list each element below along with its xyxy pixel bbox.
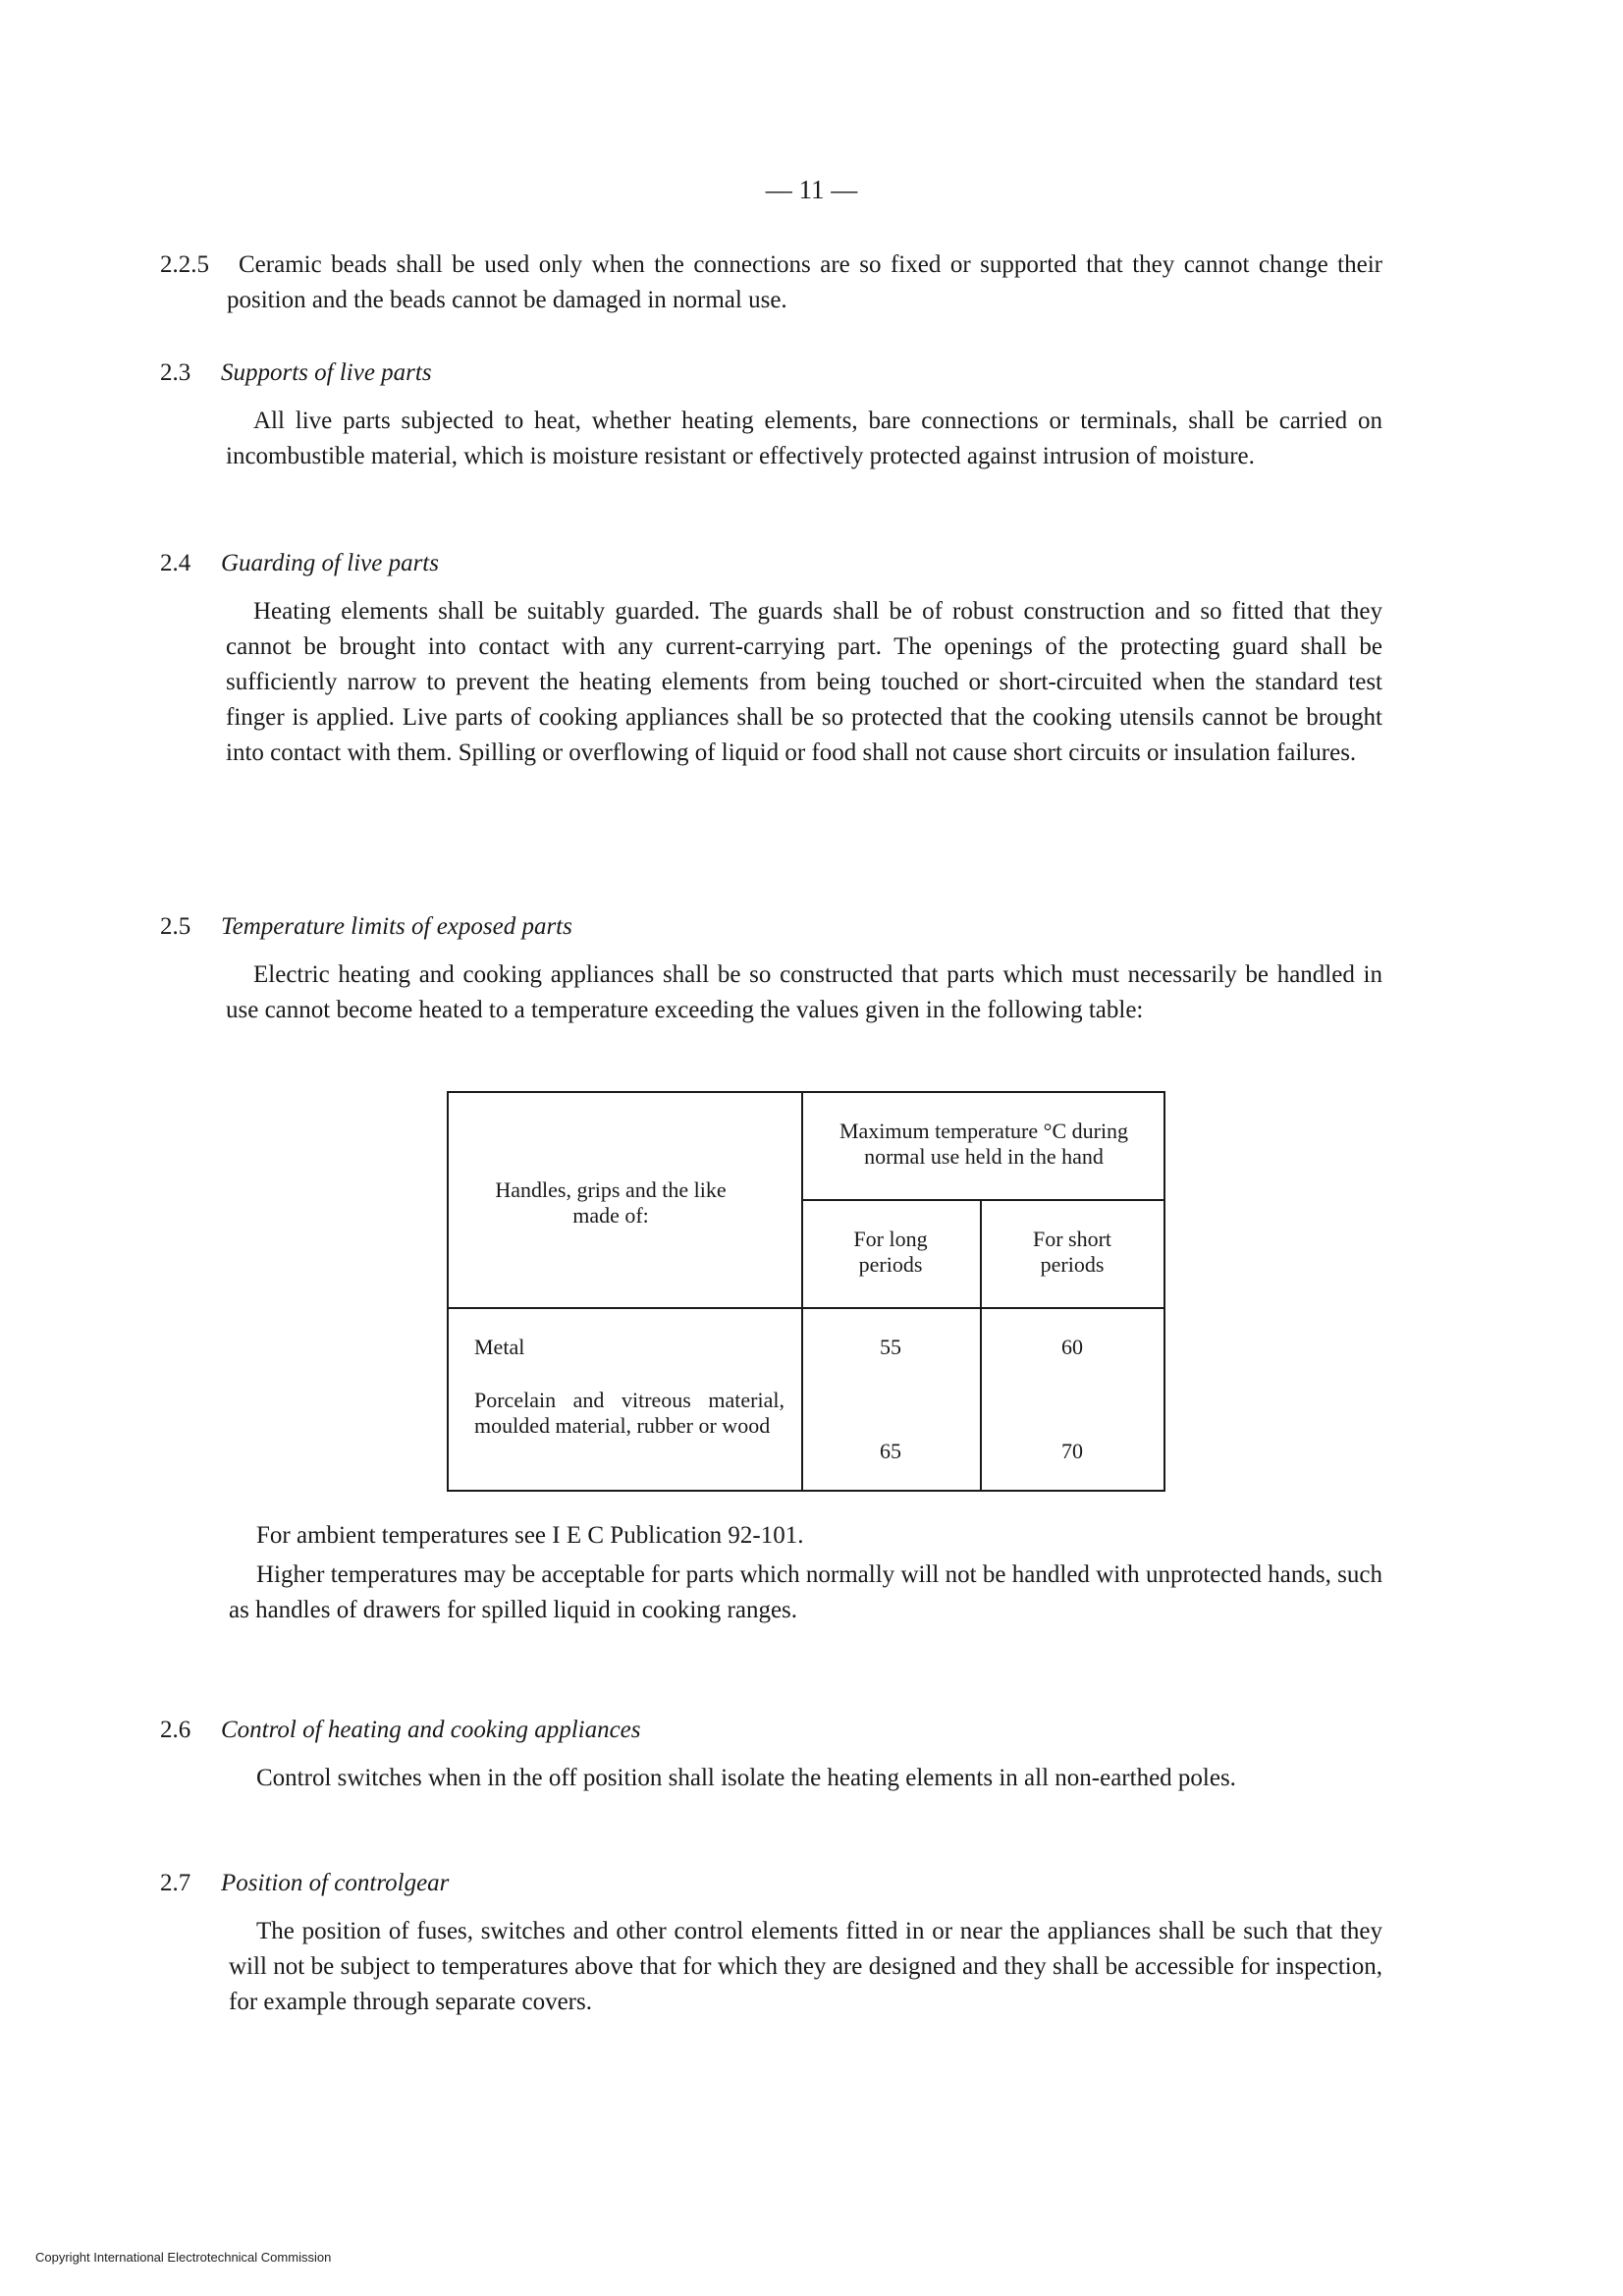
section-text: Heating elements shall be suitably guarded. The guards shall be of robust construction and so fitted that they cannot be brought into contact with any current-carrying part. The openings of the protecting guard shall be sufficiently narrow to prevent the heating elements from being touched or short-circuited when the standard test finger is applied. Live parts of cooking appliances shall be so protected that the cooking utensils cannot be brought into contact with them. Spilling or overflowing of liquid or food shall not cause short circuits or insulation failures. [226, 598, 1382, 766]
section-2-6 [160, 1713, 1382, 1796]
section-2-4 [160, 546, 1382, 771]
section-heading [160, 546, 1382, 581]
section-2-3 [160, 355, 1382, 474]
page-number: — 11 — [765, 175, 858, 204]
section-heading [160, 1713, 1382, 1748]
note-ambient: For ambient temperatures see I E C Publication 92-101. [256, 1522, 804, 1549]
section-2-5-notes [160, 1518, 1382, 1628]
table-header-max-temperature: Maximum temperature °C during normal use held in the hand [839, 1119, 1129, 1169]
section-2-7 [160, 1866, 1382, 2020]
section-number: 2.7 [160, 1870, 191, 1896]
section-title: Control of heating and cooking appliances [221, 1717, 641, 1743]
section-title: Guarding of live parts [221, 550, 439, 576]
section-title: Position of controlgear [221, 1870, 450, 1896]
section-number: 2.3 [160, 359, 191, 386]
section-title: Supports of live parts [221, 359, 432, 386]
section-text: The position of fuses, switches and other control elements fitted in or near the appliances shall be such that they will not be subject to temperatures above that for which they are designed and they shall be accessible for inspection, for example through separate covers. [229, 1918, 1382, 2015]
table-cell-long: 65 [880, 1439, 901, 1463]
table-header-short-periods: For short periods [1032, 1227, 1112, 1277]
note-higher-temperatures: Higher temperatures may be acceptable for parts which normally will not be handled with unprotected hands, such as handles of drawers for spilled liquid in cooking ranges. [229, 1561, 1382, 1623]
section-number: 2.5 [160, 913, 191, 940]
temperature-table [447, 1091, 1165, 1492]
section-heading [160, 1866, 1382, 1901]
table-header-long-periods: For long periods [853, 1227, 928, 1277]
section-text: Ceramic beads shall be used only when the connections are so fixed or supported that they cannot change their position and the beads cannot be damaged in normal use. [227, 251, 1382, 313]
table-cell-long: 55 [880, 1335, 901, 1359]
copyright-footer: Copyright International Electrotechnical Commission [35, 2250, 332, 2265]
section-text: All live parts subjected to heat, whether heating elements, bare connections or terminals, shall be carried on incombustible material, which is moisture resistant or effectively protected against intrusion of moisture. [226, 408, 1382, 469]
section-text: Control switches when in the off position shall isolate the heating elements in all non-earthed poles. [256, 1765, 1236, 1791]
section-title: Temperature limits of exposed parts [221, 913, 572, 940]
table-cell-short: 70 [1061, 1439, 1083, 1463]
section-text: Electric heating and cooking appliances shall be so constructed that parts which must necessarily be handled in use cannot become heated to a temperature exceeding the values given in the following table: [226, 961, 1382, 1023]
table-cell-material: Porcelain and vitreous material, moulded material, rubber or wood [474, 1388, 784, 1438]
section-number: 2.2.5 [160, 251, 209, 278]
section-2-5 [160, 909, 1382, 1028]
section-number: 2.6 [160, 1717, 191, 1743]
section-2-2-5 [160, 247, 1382, 318]
section-heading [160, 355, 1382, 391]
section-heading [160, 909, 1382, 945]
table-header-material: Handles, grips and the like made of: [495, 1177, 727, 1228]
section-number: 2.4 [160, 550, 191, 576]
table-cell-short: 60 [1061, 1335, 1083, 1359]
table-cell-material: Metal [474, 1335, 525, 1359]
